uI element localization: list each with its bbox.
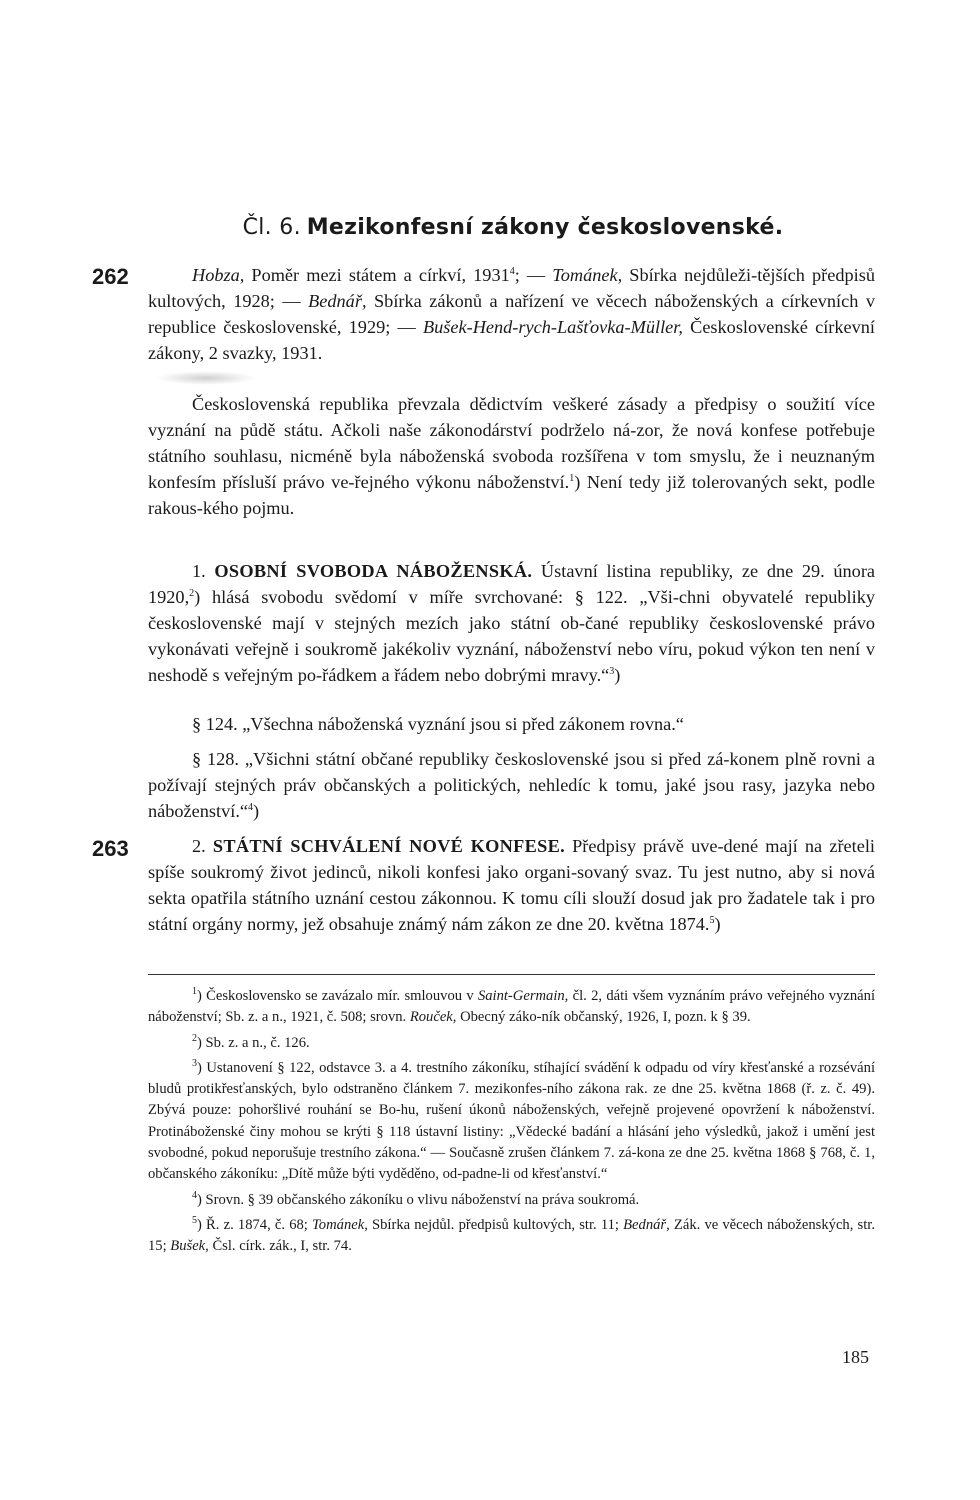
footnote-5: $^5$) Ř. z. 1874, č. 68; Tománek, Sbírka nejdůl. předpisů kultových, str. 11; Bednář, Zák. ve věcech náboženských, str. 15; Bušek, Čsl. círk. zák., I, str. 74. <box>148 1215 875 1255</box>
paragraph-128: § 128. „Všichni státní občané republiky československé jsou si před zá-konem plně rovni a požívají stejných práv občanských a politických, nehledíc k tomu, jaké jsou rasy, jazyka nebo náboženství.“$^4$) <box>148 749 875 821</box>
section-1-paragraph: 1. OSOBNÍ SVOBODA NÁBOŽENSKÁ. Ústavní listina republiky, ze dne 29. února 1920,$^2$) hlásá svobodu svědomí v míře svrchované: § 122. „Vši-chni obyvatelé republiky československé mají v stejných mezích jako státní ob-čané republiky československé právo vykonávati veřejně i soukromě jakékoliv vyznání, náboženství nebo víru, pokud výkon ten není v neshodě s veřejným po-řádkem a řádem nebo dobrými mravy.“$^3$) <box>148 561 876 685</box>
footnote-divider <box>148 974 875 975</box>
author-tomanek: Tománek, <box>552 265 623 285</box>
section-1-title: OSOBNÍ SVOBODA NÁBOŽENSKÁ. <box>214 561 533 581</box>
author-busek: Bušek-Hend-rych-Lašťovka-Müller, <box>422 317 683 337</box>
superscript: 4 <box>509 265 515 277</box>
intro-paragraph: Československá republika převzala dědictvím veškeré zásady a předpisy o soužití více vyznání na půdě státu. Ačkoli naše zákonodárství podrželo ná-zor, že nová konfese potřebuje státního souhlasu, nicméně byla náboženská svoboda rozšířena v tom smyslu, že i neuznaným konfesím přísluší právo ve-řejného výkonu náboženství.$^1$) Není tedy již tolerovaných sekt, podle rakous-kého pojmu. <box>148 394 876 518</box>
footnote-4: $^4$) Srovn. § 39 občanského zákoníku o vlivu náboženství na práva soukromá. <box>192 1189 640 1208</box>
section-2-paragraph: 2. STÁTNÍ SCHVÁLENÍ NOVÉ KONFESE. Předpisy právě uve-dené mají na zřeteli spíše soukromý život jedinců, nikoli konfesi jako organi-sovaný svaz. Tu jest nutno, aby si nová sekta opatřila státního uznání cestou zákonnou. K tomu cíli slouží dosud jak pro žadatele tak i pro státní orgány normy, jež obsahuje známý nám zákon ze dne 20. května 1874.$^5$) <box>148 836 876 934</box>
section-2-title: STÁTNÍ SCHVÁLENÍ NOVÉ KONFESE. <box>212 836 565 856</box>
footnote-1: $^1$) Československo se zavázalo mír. smlouvou v Saint-Germain, čl. 2, dáti všem vyznáním právo veřejného vyznání náboženství; Sb. z. a n., 1921, č. 508; srovn. Rouček, Obecný záko-ník občanský, 1926, I, pozn. k § 39. <box>148 986 875 1026</box>
author-bednar: Bednář, <box>308 291 367 311</box>
chapter-number: Čl. 6. <box>242 215 301 240</box>
margin-number-263: 263 <box>92 836 129 861</box>
footnote-ref-1: 1 <box>569 472 575 484</box>
page-number: 185 <box>842 1347 869 1367</box>
footnote-3: $^3$) Ustanovení § 122, odstavce 3. a 4. trestního zákoníku, stíhající svádění k odpadu od víry křesťanské a rozsévání bludů protikřesťanských, bylo odstraněno článkem 7. mezikonfes-ního zákona rak. ze dne 25. května 1868 (ř. z. č. 49). Zbývá pouze: pohoršlivé rouhání se Bo-hu, rušení úkonů náboženských, veřejně projevené opovržení k náboženství. Protináboženské činy mohou se krýti § 118 ústavní listiny: „Vědecké badání a hlásání jeho výsledků, jakož i umění jest svobodné, pokud neporušuje trestního zákona.“ — Současně zrušen článkem 7. zá-kona ze dne 25. května 1868 § 768, č. 1, občanského zákoníku: „Dítě může býti vyděděno, od-padne-li od křesťanství.“ <box>148 1058 875 1183</box>
margin-number-262: 262 <box>92 264 129 289</box>
paragraph-124: § 124. „Všechna náboženská vyznání jsou si před zákonem rovna.“ <box>192 714 684 734</box>
chapter-title: Mezikonfesní zákony československé. <box>306 215 784 240</box>
footnote-2: $^2$) Sb. z. a n., č. 126. <box>192 1032 310 1051</box>
footnote-ref-2: 2 <box>189 587 195 599</box>
chapter-heading <box>150 214 876 240</box>
footnote-ref-3: 3 <box>609 665 615 677</box>
footnote-ref-4: 4 <box>248 801 254 813</box>
scan-smudge <box>156 371 256 385</box>
footnotes <box>148 986 875 1262</box>
footnote-ref-5: 5 <box>709 914 715 926</box>
author-hobza: Hobza, <box>192 265 245 285</box>
literature-paragraph: Hobza, Poměr mezi státem a církví, 1931$^4$; — Tománek, Sbírka nejdůleži-tějších předpisů kultových, 1928; — Bednář, Sbírka zákonů a nařízení ve věcech náboženských a církevních v republice československé, 1929; — Bušek-Hend-rych-Lašťovka-Müller, Československé církevní zákony, 2 svazky, 1931. <box>148 265 875 363</box>
